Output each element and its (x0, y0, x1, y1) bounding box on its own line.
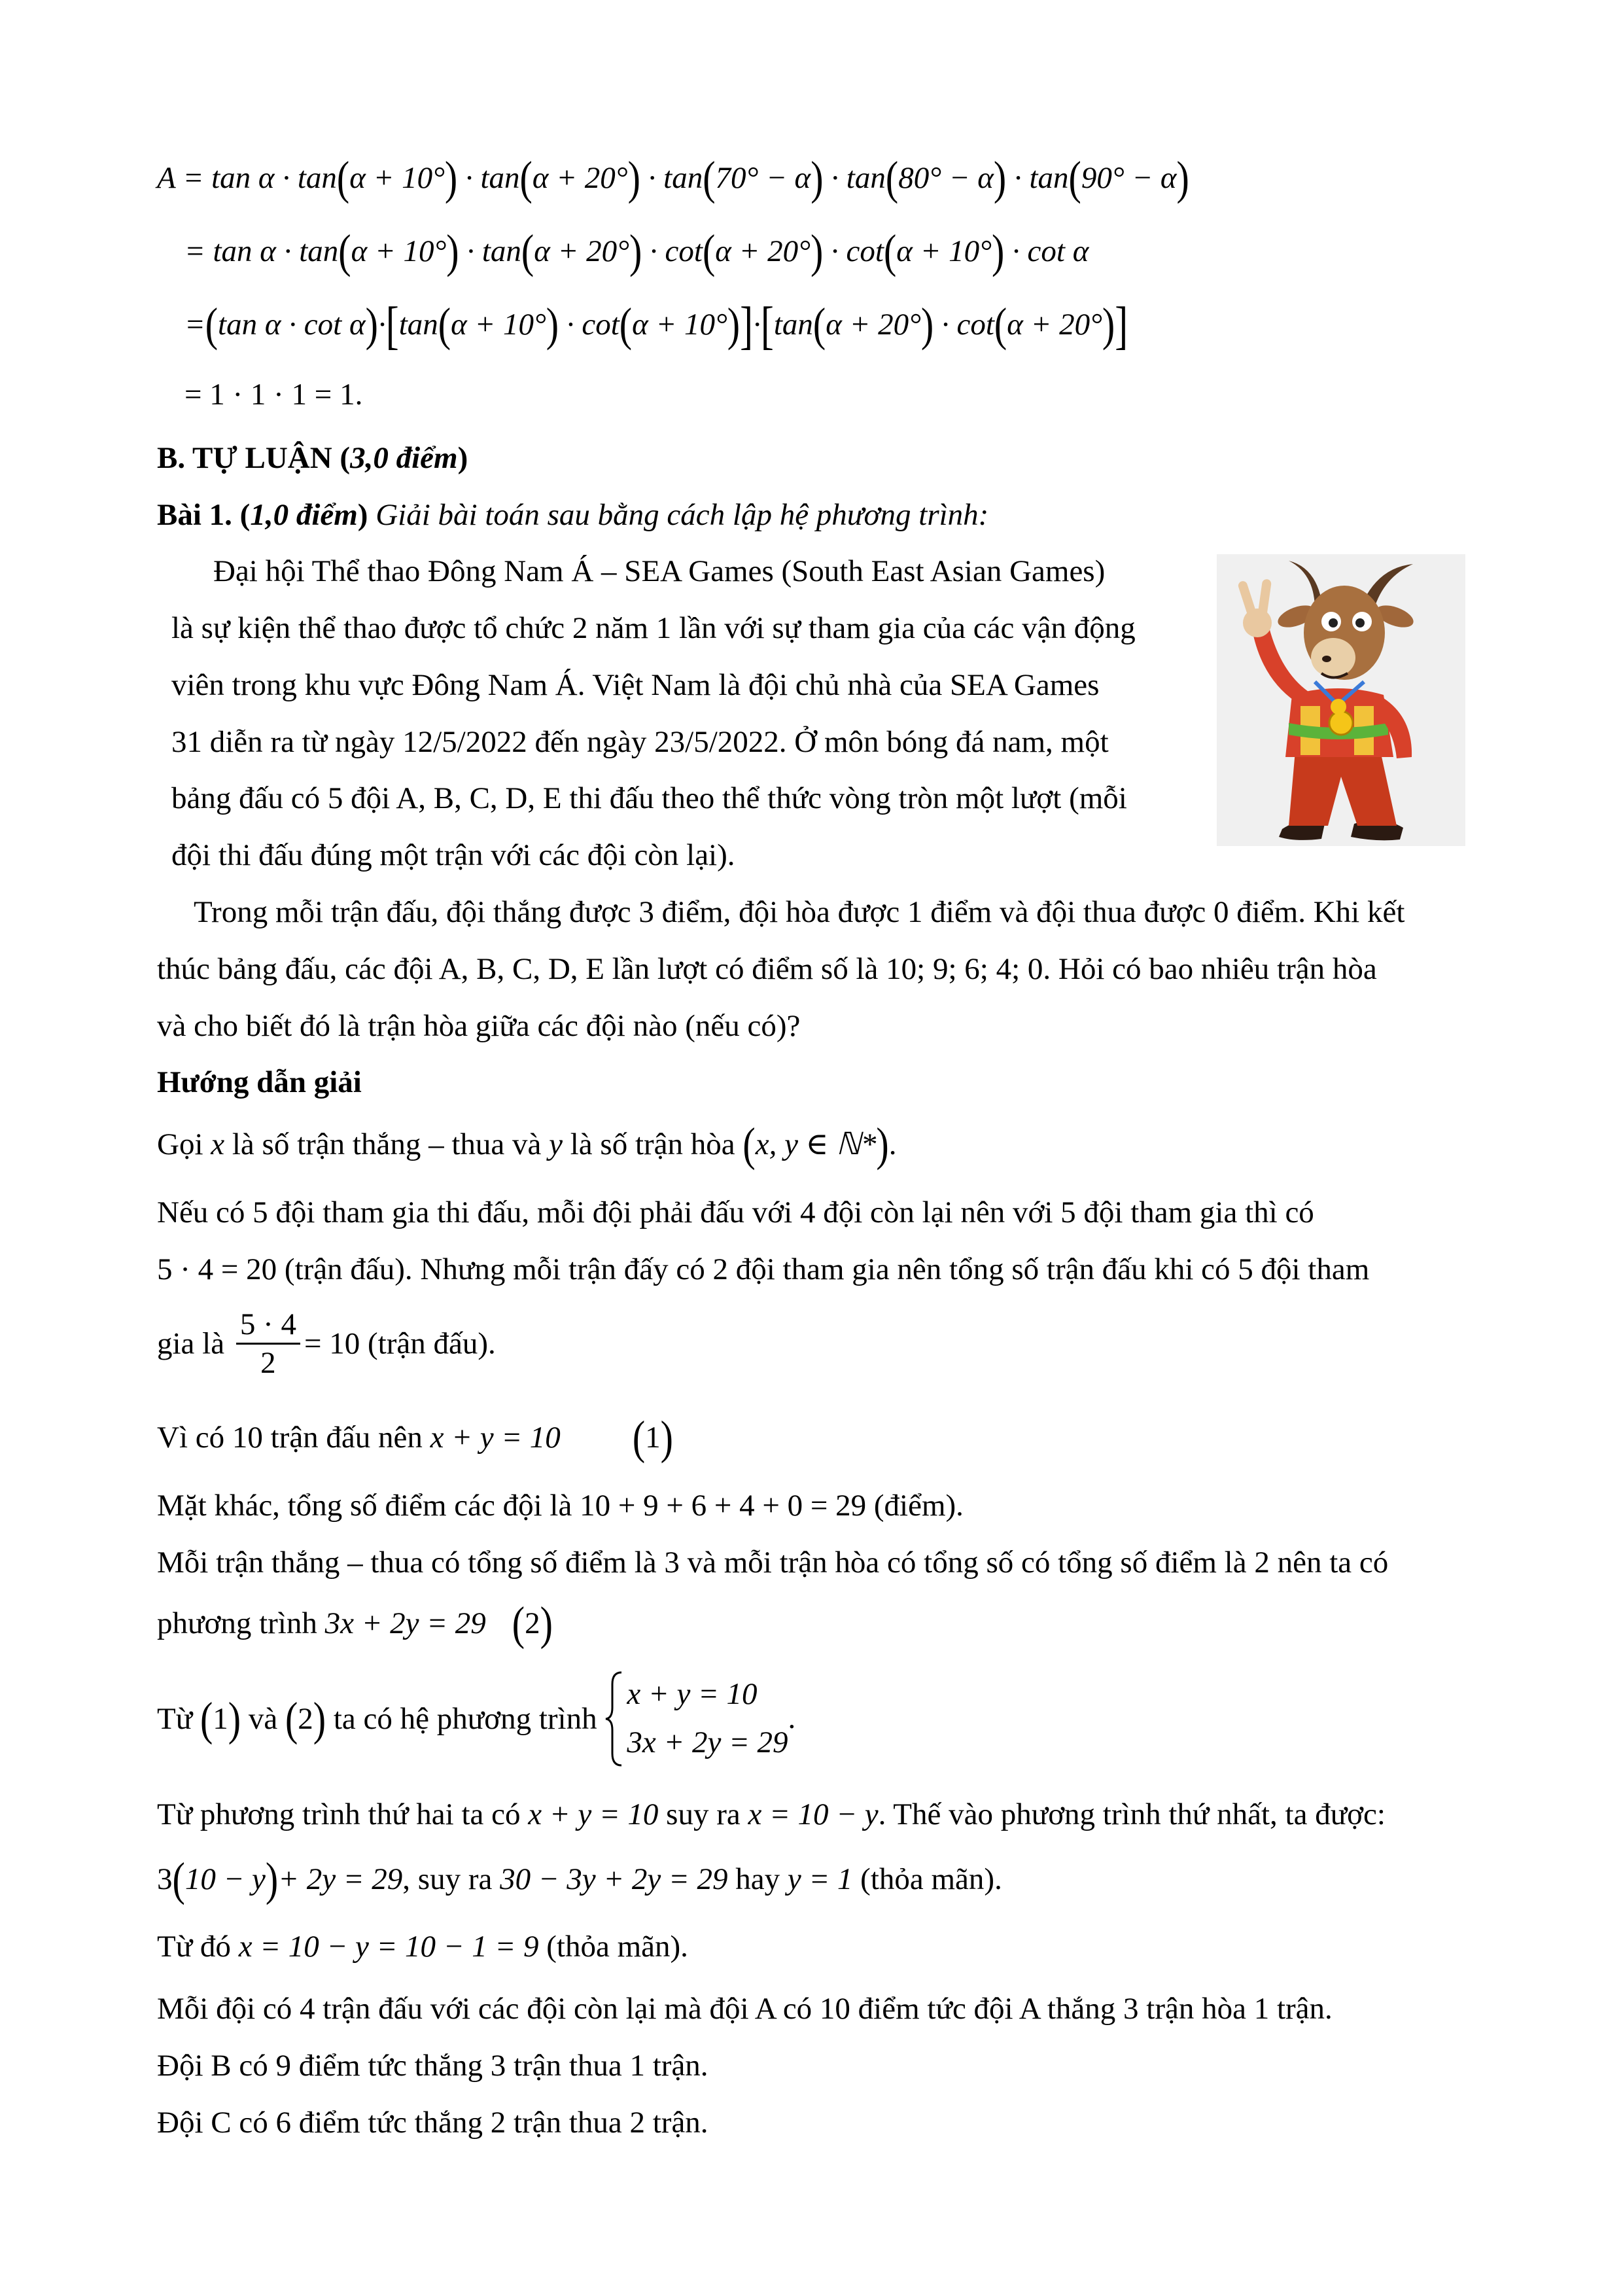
solution-line-3: 5 · 4 = 20 (trận đấu). Nhưng mỗi trận đấy có 2 đội tham gia nên tổng số trận đấu khi có 5 đội tham (157, 1252, 1370, 1286)
solution-heading: Hướng dẫn giải (157, 1065, 362, 1099)
solution-line-13: Mỗi đội có 4 trận đấu với các đội còn lại mà đội A có 10 điểm tức đội A thắng 3 trận hòa 1 trận. (157, 1992, 1333, 2026)
problem-intro-line: là sự kiện thể thao được tổ chức 2 năm 1 lần với sự tham gia của các vận động (171, 611, 1136, 645)
solution-line-8: phương trình 3x + 2y = 29 (2) (157, 1596, 553, 1650)
calc-line-2: = tan α · tan(α + 10°) · tan(α + 20°) · cot(α + 20°) · cot(α + 10°) · cot α (184, 224, 1089, 277)
problem-intro-line: 31 diễn ra từ ngày 12/5/2022 đến ngày 23/5/2022. Ở môn bóng đá nam, một (171, 725, 1109, 759)
problem-intro-line: viên trong khu vực Đông Nam Á. Việt Nam là đội chủ nhà của SEA Games (171, 668, 1100, 702)
solution-line-2: Nếu có 5 đội tham gia thi đấu, mỗi đội phải đấu với 4 đội còn lại nên với 5 đội tham gia thì có (157, 1195, 1314, 1229)
problem-heading: Bài 1. (1,0 điểm) Giải bài toán sau bằng cách lập hệ phương trình: (157, 498, 989, 532)
solution-line-10: Từ phương trình thứ hai ta có x + y = 10 suy ra x = 10 − y. Thế vào phương trình thứ nhất, ta được: (157, 1797, 1386, 1831)
solution-line-12: Từ đó x = 10 − y = 10 − 1 = 9 (thỏa mãn). (157, 1930, 688, 1964)
solution-line-5: Vì có 10 trận đấu nên x + y = 10 (1) (157, 1410, 673, 1464)
problem-body-line: thúc bảng đấu, các đội A, B, C, D, E lần lượt có điểm số là 10; 9; 6; 4; 0. Hỏi có bao nhiêu trận hòa (157, 952, 1377, 986)
problem-intro-line: bảng đấu có 5 đội A, B, C, D, E thi đấu theo thể thức vòng tròn một lượt (mỗi (171, 781, 1127, 815)
solution-line-15: Đội C có 6 điểm tức thắng 2 trận thua 2 trận. (157, 2106, 708, 2140)
problem-body-line: Trong mỗi trận đấu, đội thắng được 3 điểm, đội hòa được 1 điểm và đội thua được 0 điểm. Khi kết (194, 895, 1405, 929)
solution-line-9: Từ (1) và (2) ta có hệ phương trình x + y = 10 3x + 2y = 29 . (157, 1670, 795, 1767)
calc-line-4: = 1 · 1 · 1 = 1. (184, 378, 363, 412)
calc-line-3: =(tan α · cot α)·[tan(α + 10°) · cot(α + 10°)]·[tan(α + 20°) · cot(α + 20°)] (184, 296, 1128, 355)
problem-intro-line: đội thi đấu đúng một trận với các đội còn lại). (171, 838, 735, 872)
brace-icon (604, 1670, 624, 1768)
fraction: $\frac{5 \cdot 4}{2}$ (236, 1306, 300, 1381)
problem-body-line: và cho biết đó là trận hòa giữa các đội nào (nếu có)? (157, 1009, 801, 1043)
solution-line-7: Mỗi trận thắng – thua có tổng số điểm là 3 và mỗi trận hòa có tổng số có tổng số điểm là 2 nên ta có (157, 1545, 1389, 1580)
mascot-image (1217, 554, 1465, 846)
calc-line-1: A = tan α · tan(α + 10°) · tan(α + 20°) · tan(70° − α) · tan(80° − α) · tan(90° − α) (157, 150, 1189, 204)
goat-mascot-icon (1217, 554, 1465, 846)
problem-intro-line: Đại hội Thể thao Đông Nam Á – SEA Games (South East Asian Games) (213, 554, 1106, 588)
solution-line-4: gia là $\frac{5 \cdot 4}{2}$ = 10 (trận đấu). (157, 1307, 496, 1380)
solution-line-11: 3(10 − y)+ 2y = 29, suy ra 30 − 3y + 2y = 29 hay y = 1 (thỏa mãn). (157, 1852, 1002, 1905)
solution-line-1: Gọi x là số trận thắng – thua và y là số trận hòa (x, y ∈ ℕ*). (157, 1117, 897, 1171)
solution-line-6: Mặt khác, tổng số điểm các đội là 10 + 9 + 6 + 4 + 0 = 29 (điểm). (157, 1489, 964, 1523)
equation-system: x + y = 10 3x + 2y = 29 (604, 1670, 788, 1767)
section-heading: B. TỰ LUẬN (3,0 điểm) (157, 441, 468, 475)
solution-line-14: Đội B có 9 điểm tức thắng 3 trận thua 1 trận. (157, 2049, 708, 2083)
